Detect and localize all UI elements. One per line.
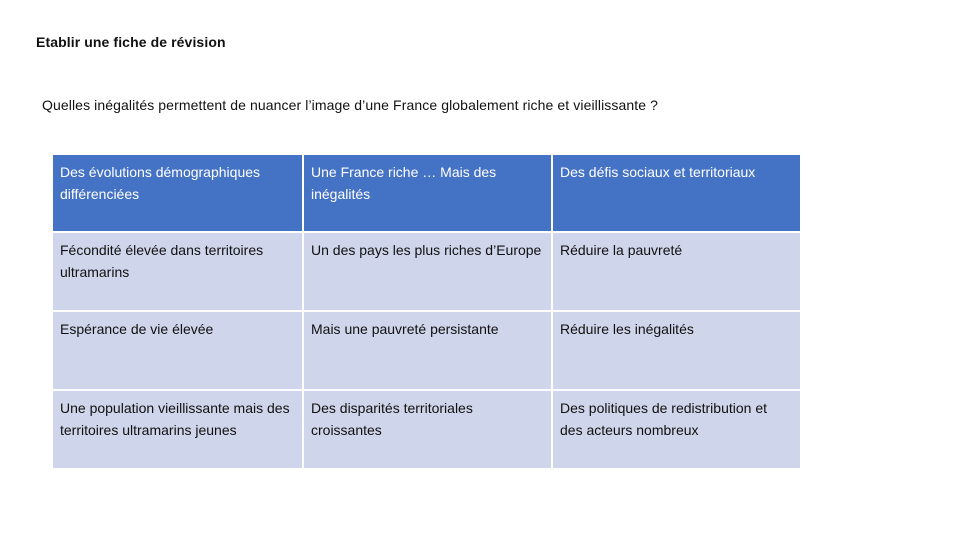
- table-cell: Mais une pauvreté persistante: [303, 311, 552, 390]
- table-header-row: [52, 154, 801, 232]
- table-cell: Une population vieillissante mais des territoires ultramarins jeunes: [52, 390, 303, 469]
- table-cell: Espérance de vie élevée: [52, 311, 303, 390]
- table-header-cell: Une France riche … Mais des inégalités: [303, 154, 552, 232]
- table-row: [52, 390, 801, 469]
- table-cell: Des politiques de redistribution et des acteurs nombreux: [552, 390, 801, 469]
- table-header-cell: Des défis sociaux et territoriaux: [552, 154, 801, 232]
- page-title: Etablir une fiche de révision: [36, 34, 226, 50]
- table-cell: Des disparités territoriales croissantes: [303, 390, 552, 469]
- table-cell: Réduire la pauvreté: [552, 232, 801, 311]
- revision-table-container: [51, 153, 800, 470]
- table-row: [52, 311, 801, 390]
- table-cell: Réduire les inégalités: [552, 311, 801, 390]
- table-cell: Fécondité élevée dans territoires ultramarins: [52, 232, 303, 311]
- table-cell: Un des pays les plus riches d’Europe: [303, 232, 552, 311]
- revision-table: [51, 153, 802, 470]
- table-row: [52, 232, 801, 311]
- table-header-cell: Des évolutions démographiques différenciées: [52, 154, 303, 232]
- question-text: Quelles inégalités permettent de nuancer l’image d’une France globalement riche et vieillissante ?: [42, 97, 659, 113]
